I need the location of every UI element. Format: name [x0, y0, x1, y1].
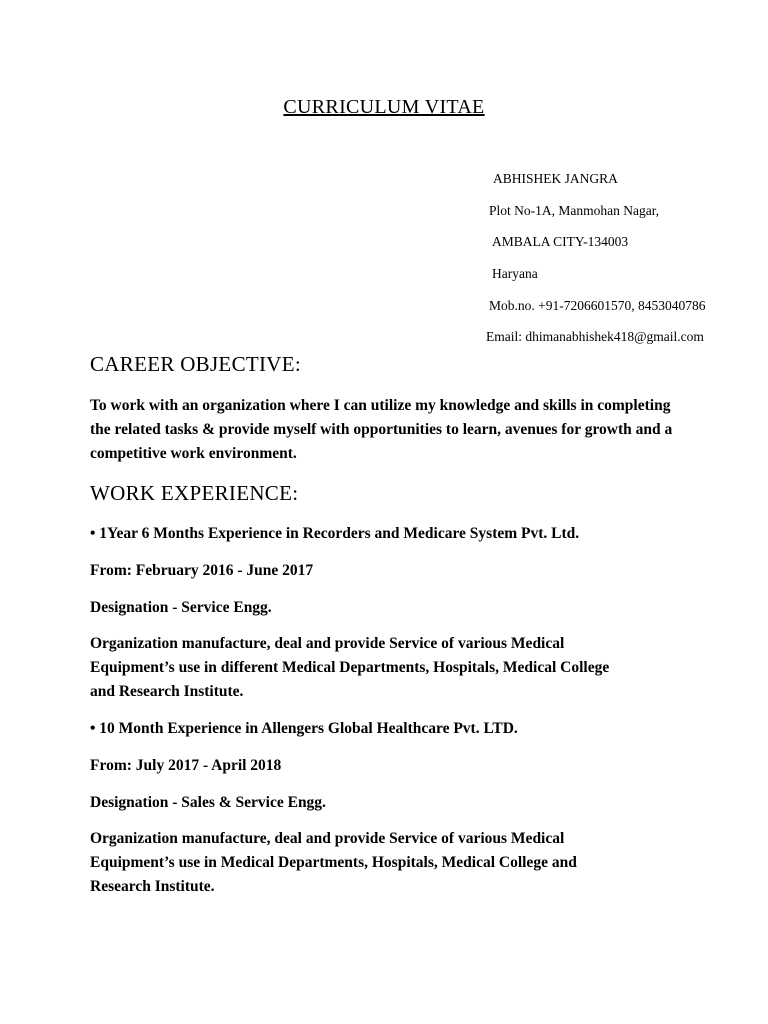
career-objective-heading: CAREER OBJECTIVE:: [90, 352, 302, 376]
job-designation: Designation - Service Engg.: [90, 599, 272, 616]
contact-mobile: Mob.no. +91-7206601570, 8453040786: [489, 298, 706, 313]
contact-email: Email: dhimanabhishek418@gmail.com: [486, 329, 704, 344]
contact-address-line1: Plot No-1A, Manmohan Nagar,: [489, 203, 660, 218]
career-objective-text: [90, 394, 672, 466]
job-description-line: Organization manufacture, deal and provide Service of various Medical: [90, 830, 565, 847]
job-description-line: Organization manufacture, deal and provide Service of various Medical: [90, 635, 565, 652]
job-period: From: February 2016 - June 2017: [90, 562, 314, 579]
contact-name: ABHISHEK JANGRA: [493, 171, 618, 186]
job-description: [90, 827, 577, 899]
job-description: [90, 632, 609, 704]
job-description-line: Research Institute.: [90, 878, 215, 895]
job-designation: Designation - Sales & Service Engg.: [90, 794, 326, 811]
contact-state: Haryana: [492, 266, 538, 281]
job-description-line: Equipment’s use in Medical Departments, Hospitals, Medical College and: [90, 854, 577, 871]
career-objective-line: the related tasks & provide myself with opportunities to learn, avenues for growth and a: [90, 421, 673, 438]
career-objective-line: To work with an organization where I can utilize my knowledge and skills in completing: [90, 397, 671, 414]
job-description-line: and Research Institute.: [90, 683, 244, 700]
document-title: CURRICULUM VITAE: [283, 96, 485, 118]
career-objective-line: competitive work environment.: [90, 445, 297, 462]
work-experience-heading: WORK EXPERIENCE:: [90, 481, 299, 505]
job-summary: • 1Year 6 Months Experience in Recorders and Medicare System Pvt. Ltd.: [90, 525, 580, 542]
job-summary: • 10 Month Experience in Allengers Global Healthcare Pvt. LTD.: [90, 720, 518, 737]
job-description-line: Equipment’s use in different Medical Departments, Hospitals, Medical College: [90, 659, 610, 676]
contact-address-line2: AMBALA CITY-134003: [492, 234, 629, 249]
job-period: From: July 2017 - April 2018: [90, 757, 282, 774]
